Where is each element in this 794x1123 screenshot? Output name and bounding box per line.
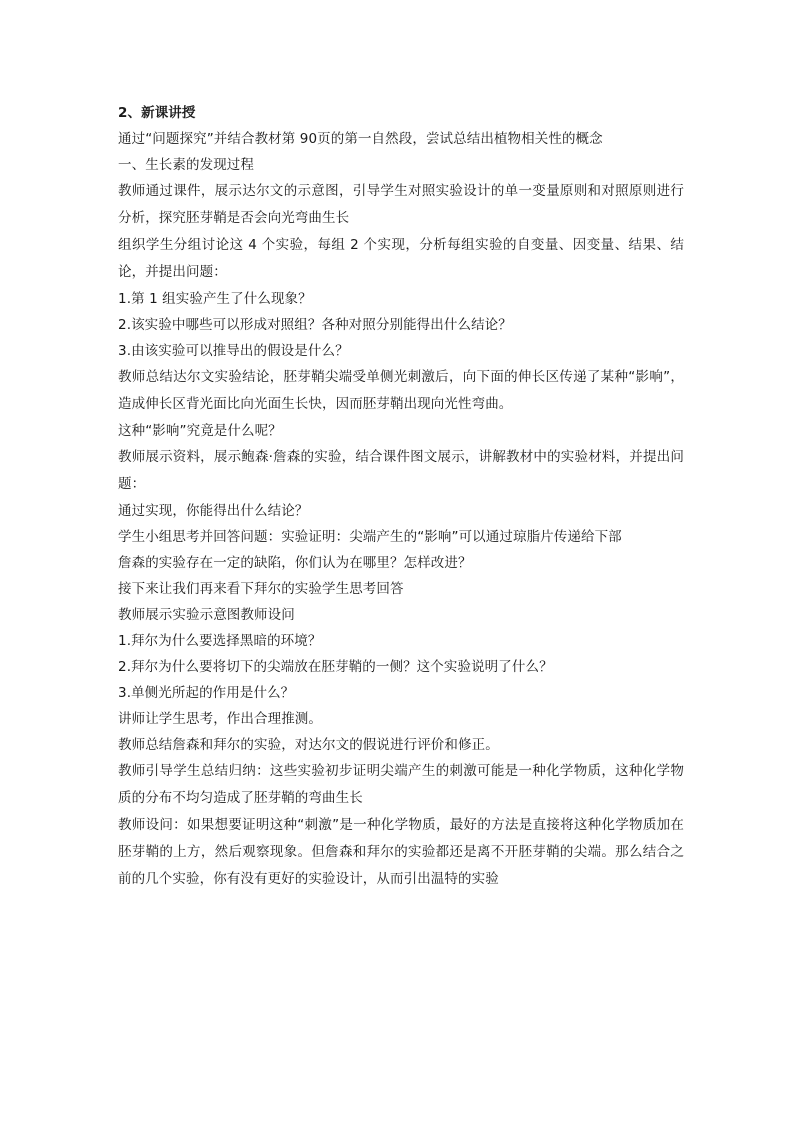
paragraph-chemical-substance: 教师引导学生总结归纳：这些实验初步证明尖端产生的刺激可能是一种化学物质，这种化学物质的分布不均匀造成了胚芽鞘的弯曲生长 xyxy=(118,763,684,806)
paal-question-1: 1.拜尔为什么要选择黑暗的环境？ xyxy=(118,633,322,649)
conclusion-question: 通过实现，你能得出什么结论？ xyxy=(118,503,309,519)
influence-question: 这种“影响”究竟是什么呢？ xyxy=(118,423,282,439)
students-reason: 讲师让学生思考，作出合理推测。 xyxy=(118,711,322,727)
intro-line: 通过“问题探究”并结合教材第 90页的第一自然段，尝试总结出植物相关性的概念 xyxy=(118,131,603,147)
document-page xyxy=(118,100,684,893)
student-answer: 学生小组思考并回答问题：实验证明：尖端产生的“影响”可以通过琼脂片传递给下部 xyxy=(118,529,622,545)
paal-intro: 接下来让我们再来看下拜尔的实验学生思考回答 xyxy=(118,581,404,597)
teacher-summary: 教师总结詹森和拜尔的实验，对达尔文的假说进行评价和修正。 xyxy=(118,737,499,753)
paragraph-jensen-experiment: 教师展示资料，展示鲍森·詹森的实验，结合课件图文展示，讲解教材中的实验材料，并提出问题： xyxy=(118,449,684,492)
paal-question-2: 2.拜尔为什么要将切下的尖端放在胚芽鞘的一侧？这个实验说明了什么？ xyxy=(118,659,553,675)
paragraph-went-intro: 教师设问：如果想要证明这种“刺激”是一种化学物质，最好的方法是直接将这种化学物质加在胚芽鞘的上方，然后观察现象。但詹森和拜尔的实验都还是离不开胚芽鞘的尖端。那么结合之前的几个实验，你有没有更好的实验设计，从而引出温特的实验 xyxy=(118,817,684,887)
paragraph-darwin-conclusion: 教师总结达尔文实验结论，胚芽鞘尖端受单侧光刺激后，向下面的伸长区传递了某种“影响”，造成伸长区背光面比向光面生长快，因而胚芽鞘出现向光性弯曲。 xyxy=(118,369,684,412)
question-3: 3.由该实验可以推导出的假设是什么？ xyxy=(118,343,349,359)
paal-question-3: 3.单侧光所起的作用是什么？ xyxy=(118,685,295,701)
paragraph-darwin-intro: 教师通过课件，展示达尔文的示意图，引导学生对照实验设计的单一变量原则和对照原则进行分析，探究胚芽鞘是否会向光弯曲生长 xyxy=(118,183,684,226)
section-heading: 2、新课讲授 xyxy=(118,105,196,121)
teacher-shows-diagram: 教师展示实验示意图教师设问 xyxy=(118,607,295,623)
question-2: 2.该实验中哪些可以形成对照组？各种对照分别能得出什么结论？ xyxy=(118,317,512,333)
paragraph-group-discussion: 组织学生分组讨论这 4 个实验，每组 2 个实现，分析每组实验的自变量、因变量、结果、结论，并提出问题： xyxy=(118,237,684,280)
question-1: 1.第 1 组实验产生了什么现象？ xyxy=(118,291,312,307)
jensen-flaw-question: 詹森的实验存在一定的缺陷，你们认为在哪里？怎样改进？ xyxy=(118,555,472,571)
subsection-heading: 一、生长素的发现过程 xyxy=(118,157,254,173)
